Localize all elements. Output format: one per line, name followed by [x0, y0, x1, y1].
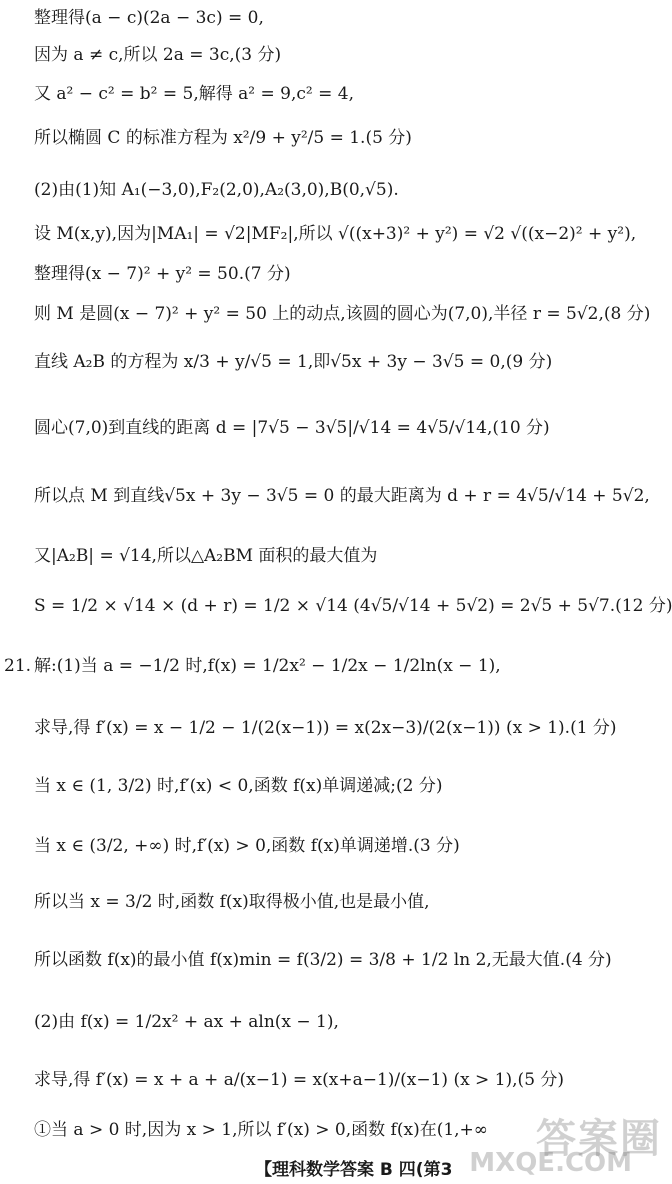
- page-footer: 【理科数学答案 B 四(第3: [255, 1160, 453, 1180]
- line-21: 求导,得 f′(x) = x + a + a/(x−1) = x(x+a−1)/(x−1) (x > 1),(5 分): [34, 1070, 565, 1090]
- line-11: 所以点 M 到直线√5x + 3y − 3√5 = 0 的最大距离为 d + r = 4√5/√14 + 5√2,: [34, 486, 650, 506]
- line-9: 直线 A₂B 的方程为 x/3 + y/√5 = 1,即√5x + 3y − 3√5 = 0,(9 分): [34, 352, 553, 372]
- line-6: 设 M(x,y),因为|MA₁| = √2|MF₂|,所以 √((x+3)² + y²) = √2 √((x−2)² + y²),: [34, 224, 637, 244]
- line-7: 整理得(x − 7)² + y² = 50.(7 分): [34, 264, 291, 284]
- line-15: 求导,得 f′(x) = x − 1/2 − 1/(2(x−1)) = x(2x−3)/(2(x−1)) (x > 1).(1 分): [34, 718, 617, 738]
- line-20: (2)由 f(x) = 1/2x² + ax + aln(x − 1),: [34, 1012, 339, 1032]
- line-12: 又|A₂B| = √14,所以△A₂BM 面积的最大值为: [34, 546, 378, 566]
- line-1: 整理得(a − c)(2a − 3c) = 0,: [34, 8, 264, 28]
- line-18: 所以当 x = 3/2 时,函数 f(x)取得极小值,也是最小值,: [34, 892, 430, 912]
- line-17: 当 x ∈ (3/2, +∞) 时,f′(x) > 0,函数 f(x)单调递增.(3 分): [34, 836, 460, 856]
- line-14: 解:(1)当 a = −1/2 时,f(x) = 1/2x² − 1/2x − 1/2ln(x − 1),: [34, 656, 501, 676]
- line-8: 则 M 是圆(x − 7)² + y² = 50 上的动点,该圆的圆心为(7,0),半径 r = 5√2,(8 分): [34, 304, 651, 324]
- line-19: 所以函数 f(x)的最小值 f(x)min = f(3/2) = 3/8 + 1/2 ln 2,无最大值.(4 分): [34, 950, 612, 970]
- line-3: 又 a² − c² = b² = 5,解得 a² = 9,c² = 4,: [34, 84, 354, 104]
- line-2: 因为 a ≠ c,所以 2a = 3c,(3 分): [34, 45, 282, 65]
- line-5: (2)由(1)知 A₁(−3,0),F₂(2,0),A₂(3,0),B(0,√5).: [34, 180, 399, 200]
- line-13: S = 1/2 × √14 × (d + r) = 1/2 × √14 (4√5/√14 + 5√2) = 2√5 + 5√7.(12 分): [34, 596, 672, 616]
- line-22: ①当 a > 0 时,因为 x > 1,所以 f′(x) > 0,函数 f(x)在(1,+∞: [34, 1120, 488, 1140]
- question-number: 21.: [4, 656, 32, 676]
- watermark-url: MXQE.COM: [469, 1148, 632, 1178]
- watermark-logo: 答案圈: [536, 1116, 662, 1162]
- line-16: 当 x ∈ (1, 3/2) 时,f′(x) < 0,函数 f(x)单调递减;(2 分): [34, 776, 443, 796]
- line-4: 所以椭圆 C 的标准方程为 x²/9 + y²/5 = 1.(5 分): [34, 128, 412, 148]
- line-10: 圆心(7,0)到直线的距离 d = |7√5 − 3√5|/√14 = 4√5/√14,(10 分): [34, 418, 550, 438]
